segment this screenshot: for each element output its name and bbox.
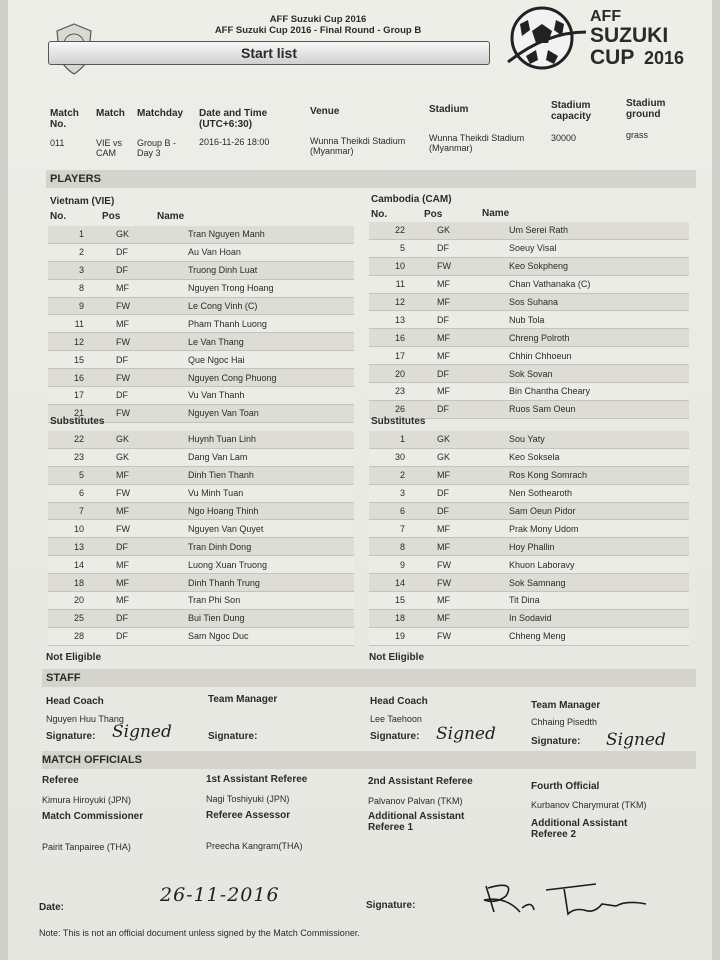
home-col-no: No. <box>50 211 67 222</box>
player-row <box>48 627 354 645</box>
player-number: 22 <box>48 431 90 448</box>
away-coach-handwritten-signed: Signed <box>436 724 496 744</box>
player-name: Chheng Meng <box>509 627 689 645</box>
player-number: 12 <box>48 333 90 351</box>
player-row <box>369 538 689 556</box>
player-number: 5 <box>369 239 411 257</box>
player-position: MF <box>90 592 188 610</box>
player-row <box>369 556 689 574</box>
player-name: Khuon Laboravy <box>509 556 689 574</box>
player-number: 15 <box>48 351 90 369</box>
player-position: MF <box>411 293 509 311</box>
player-row <box>369 520 689 538</box>
player-name: Huynh Tuan Linh <box>188 431 354 448</box>
player-position: FW <box>90 333 188 351</box>
hdr-matchday: Matchday <box>137 108 184 119</box>
player-position: DF <box>90 609 188 627</box>
player-position: FW <box>411 257 509 275</box>
players-heading: PLAYERS <box>50 173 101 185</box>
player-position: MF <box>411 592 509 610</box>
home-col-pos: Pos <box>102 211 121 222</box>
aar2-label: Additional Assistant Referee 2 <box>531 818 628 840</box>
player-name: Le Van Thang <box>188 333 354 351</box>
home-manager-signature-label: Signature: <box>208 731 258 742</box>
player-name: Nguyen Van Quyet <box>188 520 354 538</box>
player-name: Tit Dina <box>509 592 689 610</box>
player-row <box>48 448 354 466</box>
player-position: MF <box>90 556 188 574</box>
player-number: 2 <box>369 466 411 484</box>
hdr-date-time: Date and Time (UTC+6:30) <box>199 108 268 130</box>
away-team-manager-label: Team Manager <box>531 700 601 711</box>
capacity: 30000 <box>551 133 577 143</box>
player-row <box>48 351 354 369</box>
player-number: 28 <box>48 627 90 645</box>
player-row <box>369 222 689 239</box>
player-position: FW <box>90 484 188 502</box>
player-position: DF <box>90 243 188 261</box>
away-col-name: Name <box>482 208 510 219</box>
player-number: 9 <box>48 297 90 315</box>
player-number: 26 <box>369 400 411 418</box>
player-row <box>48 243 354 261</box>
player-number: 19 <box>369 627 411 645</box>
player-position: FW <box>411 574 509 592</box>
player-number: 13 <box>48 538 90 556</box>
player-row <box>369 383 689 401</box>
player-name: Ruos Sam Oeun <box>509 400 689 418</box>
player-row <box>48 556 354 574</box>
player-position: FW <box>90 369 188 387</box>
player-number: 30 <box>369 448 411 466</box>
away-coach-signature-label: Signature: <box>370 731 420 742</box>
player-position: MF <box>411 329 509 347</box>
player-row <box>48 538 354 556</box>
player-name: Tran Phi Son <box>188 592 354 610</box>
tournament-name: AFF Suzuki Cup 2016 <box>269 14 367 25</box>
player-number: 10 <box>48 520 90 538</box>
ground: grass <box>626 130 649 140</box>
player-position: DF <box>411 365 509 383</box>
home-team-manager-label: Team Manager <box>208 694 278 705</box>
player-position: DF <box>411 239 509 257</box>
player-name: Sos Suhana <box>509 293 689 311</box>
footer-note: Note: This is not an official document unless signed by the Match Commissioner. <box>39 928 360 938</box>
player-row <box>369 239 689 257</box>
player-position: MF <box>90 315 188 333</box>
player-name: Truong Dinh Luat <box>188 261 354 279</box>
player-name: Tran Nguyen Manh <box>188 226 354 243</box>
ar2-label: 2nd Assistant Referee <box>368 776 473 787</box>
player-position: GK <box>411 431 509 448</box>
player-position: MF <box>90 502 188 520</box>
matchday: Group B - Day 3 <box>137 138 177 158</box>
player-number: 23 <box>369 383 411 401</box>
player-name: Ngo Hoang Thinh <box>188 502 354 520</box>
player-name: Au Van Hoan <box>188 243 354 261</box>
player-number: 11 <box>369 275 411 293</box>
player-number: 2 <box>48 243 90 261</box>
hdr-venue: Venue <box>310 106 340 117</box>
player-name: Chan Vathanaka (C) <box>509 275 689 293</box>
player-position: DF <box>411 502 509 520</box>
away-col-pos: Pos <box>424 209 443 220</box>
player-row <box>48 520 354 538</box>
signature-label: Signature: <box>366 900 416 911</box>
player-position: MF <box>411 275 509 293</box>
player-row <box>48 297 354 315</box>
home-coach-signature-label: Signature: <box>46 731 96 742</box>
player-name: Nguyen Van Toan <box>188 404 354 422</box>
player-position: DF <box>411 311 509 329</box>
player-name: Ros Kong Somrach <box>509 466 689 484</box>
player-row <box>48 592 354 610</box>
player-number: 10 <box>369 257 411 275</box>
referee-name: Kimura Hiroyuki (JPN) <box>42 795 132 805</box>
commissioner-name: Pairit Tanpairee (THA) <box>42 842 131 852</box>
hdr-match-no: Match No. <box>50 108 79 130</box>
player-row <box>48 261 354 279</box>
player-number: 16 <box>48 369 90 387</box>
player-number: 1 <box>48 226 90 243</box>
away-team-name: Cambodia (CAM) <box>371 194 452 205</box>
player-number: 18 <box>48 574 90 592</box>
staff-heading: STAFF <box>46 672 81 684</box>
player-number: 3 <box>48 261 90 279</box>
player-row <box>369 448 689 466</box>
assessor-name: Preecha Kangram(THA) <box>206 841 303 851</box>
player-row <box>369 329 689 347</box>
hdr-capacity: Stadium capacity <box>551 100 592 122</box>
player-name: Dinh Thanh Trung <box>188 574 354 592</box>
player-name: Le Cong Vinh (C) <box>188 297 354 315</box>
player-name: Sok Samnang <box>509 574 689 592</box>
player-row <box>369 365 689 383</box>
player-number: 6 <box>369 502 411 520</box>
staff-band <box>42 669 696 687</box>
player-name: Prak Mony Udom <box>509 520 689 538</box>
player-position: MF <box>90 279 188 297</box>
player-position: GK <box>90 226 188 243</box>
player-name: Que Ngoc Hai <box>188 351 354 369</box>
player-number: 22 <box>369 222 411 239</box>
player-row <box>369 431 689 448</box>
player-name: Soeuy Visal <box>509 239 689 257</box>
player-position: FW <box>411 556 509 574</box>
home-col-name: Name <box>157 211 185 222</box>
away-not-eligible: Not Eligible <box>369 652 424 663</box>
player-row <box>369 466 689 484</box>
player-name: Dang Van Lam <box>188 448 354 466</box>
players-band <box>46 170 696 188</box>
player-position: GK <box>411 448 509 466</box>
player-name: Dinh Tien Thanh <box>188 466 354 484</box>
player-position: MF <box>411 520 509 538</box>
player-number: 21 <box>48 404 90 422</box>
player-row <box>48 609 354 627</box>
player-position: FW <box>90 520 188 538</box>
referee-label: Referee <box>42 775 79 786</box>
player-row <box>48 484 354 502</box>
player-row <box>48 502 354 520</box>
player-name: Chreng Polroth <box>509 329 689 347</box>
player-row <box>48 431 354 448</box>
away-col-no: No. <box>371 209 388 220</box>
player-position: FW <box>90 404 188 422</box>
away-manager-handwritten-signed: Signed <box>606 730 666 750</box>
away-subs-table <box>369 431 689 646</box>
player-name: Keo Sokpheng <box>509 257 689 275</box>
player-number: 16 <box>369 329 411 347</box>
player-number: 14 <box>48 556 90 574</box>
player-number: 8 <box>369 538 411 556</box>
player-name: Vu Van Thanh <box>188 387 354 405</box>
home-coach-handwritten-signed: Signed <box>112 722 172 742</box>
hdr-match: Match <box>96 108 125 119</box>
player-name: Nguyen Trong Hoang <box>188 279 354 297</box>
player-position: MF <box>411 609 509 627</box>
player-name: Um Serei Rath <box>509 222 689 239</box>
assessor-label: Referee Assessor <box>206 810 291 821</box>
player-position: MF <box>411 383 509 401</box>
player-position: MF <box>90 574 188 592</box>
player-row <box>369 609 689 627</box>
player-row <box>369 502 689 520</box>
player-position: GK <box>90 431 188 448</box>
player-number: 14 <box>369 574 411 592</box>
fourth-official-label: Fourth Official <box>531 781 600 792</box>
page-title: Start list <box>48 41 490 65</box>
player-number: 12 <box>369 293 411 311</box>
commissioner-label: Match Commissioner <box>42 811 144 822</box>
player-position: DF <box>90 387 188 405</box>
player-number: 1 <box>369 431 411 448</box>
player-name: Tran Dinh Dong <box>188 538 354 556</box>
player-name: Sou Yaty <box>509 431 689 448</box>
player-row <box>369 293 689 311</box>
away-team-manager: Chhaing Pisedth <box>531 717 598 727</box>
venue: Wunna Theikdi Stadium (Myanmar) <box>310 136 406 156</box>
match-no: 011 <box>50 138 65 148</box>
logo-cup: CUP <box>590 46 635 69</box>
away-starters-table <box>369 222 689 419</box>
start-list-sheet <box>8 0 712 960</box>
player-number: 6 <box>48 484 90 502</box>
player-row <box>48 333 354 351</box>
home-not-eligible: Not Eligible <box>46 652 101 663</box>
player-name: Sok Sovan <box>509 365 689 383</box>
home-subs-label: Substitutes <box>50 416 105 427</box>
fourth-official-name: Kurbanov Charymurat (TKM) <box>531 800 647 810</box>
player-name: Vu Minh Tuan <box>188 484 354 502</box>
player-row <box>369 592 689 610</box>
player-position: DF <box>411 484 509 502</box>
player-name: Nguyen Cong Phuong <box>188 369 354 387</box>
hdr-stadium: Stadium <box>429 104 469 115</box>
player-name: Keo Soksela <box>509 448 689 466</box>
match: VIE vs CAM <box>96 138 123 158</box>
player-position: DF <box>90 351 188 369</box>
date-label: Date: <box>39 902 65 913</box>
player-row <box>369 275 689 293</box>
player-row <box>48 226 354 243</box>
player-name: Hoy Phallin <box>509 538 689 556</box>
player-name: In Sodavid <box>509 609 689 627</box>
player-number: 17 <box>48 387 90 405</box>
commissioner-handwritten-signature <box>476 878 666 922</box>
ar1-name: Nagi Toshiyuki (JPN) <box>206 794 290 804</box>
player-number: 7 <box>369 520 411 538</box>
player-position: FW <box>90 297 188 315</box>
officials-heading: MATCH OFFICIALS <box>42 754 143 766</box>
player-number: 7 <box>48 502 90 520</box>
player-number: 9 <box>369 556 411 574</box>
player-position: FW <box>411 627 509 645</box>
player-name: Nub Tola <box>509 311 689 329</box>
aff-suzuki-cup-logo <box>506 2 696 74</box>
player-number: 13 <box>369 311 411 329</box>
player-number: 3 <box>369 484 411 502</box>
player-number: 23 <box>48 448 90 466</box>
ar2-name: Palvanov Palvan (TKM) <box>368 796 463 806</box>
player-number: 17 <box>369 347 411 365</box>
player-row <box>369 574 689 592</box>
player-row <box>48 574 354 592</box>
away-head-coach-label: Head Coach <box>370 696 428 707</box>
player-row <box>369 257 689 275</box>
player-position: MF <box>411 466 509 484</box>
player-number: 20 <box>48 592 90 610</box>
player-name: Pham Thanh Luong <box>188 315 354 333</box>
player-number: 5 <box>48 466 90 484</box>
player-name: Luong Xuan Truong <box>188 556 354 574</box>
player-position: DF <box>90 538 188 556</box>
round-name: AFF Suzuki Cup 2016 - Final Round - Group B <box>214 25 422 36</box>
player-number: 20 <box>369 365 411 383</box>
home-team-name: Vietnam (VIE) <box>50 196 115 207</box>
player-name: Sam Oeun Pidor <box>509 502 689 520</box>
player-position: MF <box>90 466 188 484</box>
hdr-ground: Stadium ground <box>626 98 666 120</box>
player-name: Bui Tien Dung <box>188 609 354 627</box>
player-number: 25 <box>48 609 90 627</box>
stadium: Wunna Theikdi Stadium (Myanmar) <box>429 133 525 153</box>
player-row <box>48 387 354 405</box>
player-position: MF <box>411 538 509 556</box>
player-position: GK <box>90 448 188 466</box>
away-head-coach: Lee Taehoon <box>370 714 422 724</box>
logo-year: 2016 <box>644 48 685 68</box>
home-starters-table <box>48 226 354 423</box>
player-name: Bin Chantha Cheary <box>509 383 689 401</box>
player-name: Sam Ngoc Duc <box>188 627 354 645</box>
home-subs-table <box>48 431 354 646</box>
player-number: 11 <box>48 315 90 333</box>
player-position: DF <box>411 400 509 418</box>
player-position: DF <box>90 261 188 279</box>
handwritten-date: 26-11-2016 <box>160 884 280 906</box>
logo-suzuki: SUZUKI <box>590 24 669 47</box>
player-number: 18 <box>369 609 411 627</box>
away-subs-label: Substitutes <box>371 416 426 427</box>
player-row <box>369 311 689 329</box>
player-row <box>369 627 689 645</box>
player-number: 8 <box>48 279 90 297</box>
logo-aff: AFF <box>590 8 622 25</box>
date-time: 2016-11-26 18:00 <box>199 137 270 147</box>
aar1-label: Additional Assistant Referee 1 <box>368 811 465 833</box>
player-row <box>48 315 354 333</box>
player-position: MF <box>411 347 509 365</box>
home-head-coach-label: Head Coach <box>46 696 104 707</box>
player-row <box>369 484 689 502</box>
player-name: Nen Sothearoth <box>509 484 689 502</box>
player-row <box>48 279 354 297</box>
home-head-coach: Nguyen Huu Thang <box>46 714 124 724</box>
player-position: GK <box>411 222 509 239</box>
player-row <box>48 369 354 387</box>
ar1-label: 1st Assistant Referee <box>206 774 308 785</box>
player-position: DF <box>90 627 188 645</box>
player-name: Chhin Chhoeun <box>509 347 689 365</box>
player-row <box>48 466 354 484</box>
away-manager-signature-label: Signature: <box>531 736 581 747</box>
player-row <box>369 347 689 365</box>
player-number: 15 <box>369 592 411 610</box>
